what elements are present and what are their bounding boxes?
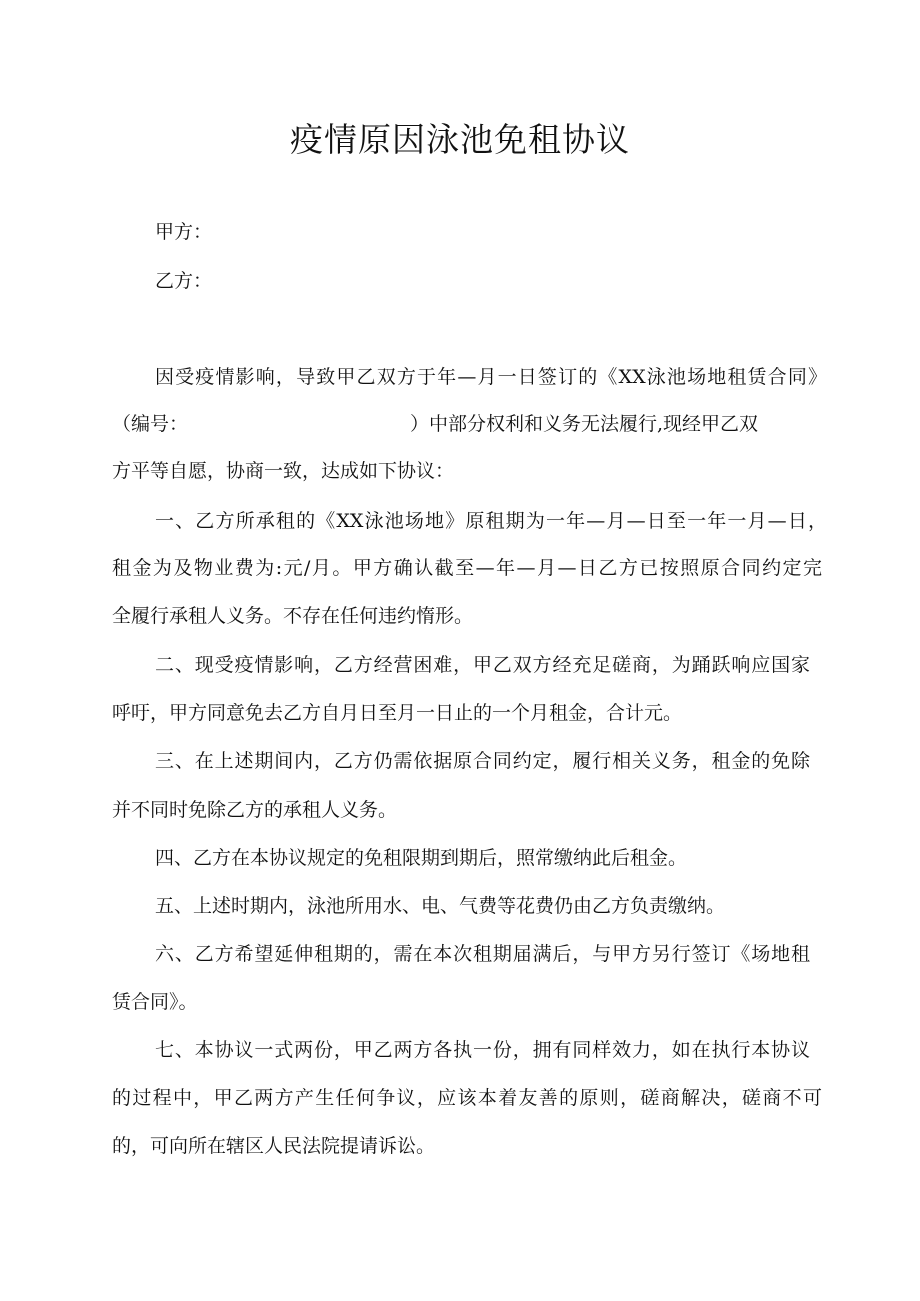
intro-line-3: 方平等自愿，协商一致，达成如下协议： [112, 460, 455, 482]
intro-line-2-text: ）中部分权利和义务无法履行,现经甲乙双 [410, 413, 759, 435]
document-title: 疫情原因泳池免租协议 [290, 120, 630, 159]
clause-2-line-2: 呼吁，甲方同意免去乙方自月日至月一日止的一个月租金，合计元。 [112, 702, 683, 724]
party-b-label: 乙方： [155, 270, 213, 292]
clause-6-line-2: 赁合同》。 [112, 991, 198, 1013]
clause-1-line-2: 租金为及物业费为:元/月。甲方确认截至—年—月—日乙方已按照原合同约定完 [112, 557, 822, 579]
intro-line-2 [112, 409, 758, 439]
clause-6-line-1: 六、乙方希望延伸租期的，需在本次租期届满后，与甲方另行签订《场地租 [155, 943, 810, 965]
clause-2-line-1: 二、现受疫情影响，乙方经营困难，甲乙双方经充足磋商，为踊跃响应国家 [155, 654, 810, 676]
clause-3-line-2: 并不同时免除乙方的承租人义务。 [112, 799, 398, 821]
contract-number-label: （编号： [112, 413, 189, 435]
party-a-label: 甲方： [155, 221, 213, 243]
clause-7-line-3: 的，可向所在辖区人民法院提请诉讼。 [112, 1135, 436, 1157]
intro-line-1: 因受疫情影响，导致甲乙双方于年—月一日签订的《XX泳池场地租赁合同》 [155, 366, 827, 388]
clause-7-line-2: 的过程中，甲乙两方产生任何争议，应该本着友善的原则，磋商解决，磋商不可 [112, 1087, 822, 1109]
clause-1-line-1: 一、乙方所承租的《XX泳池场地》原租期为一年—月—日至一年一月—日， [155, 510, 827, 532]
clause-4-line-1: 四、乙方在本协议规定的免租限期到期后，照常缴纳此后租金。 [155, 847, 688, 869]
clause-5-line-1: 五、上述时期内，泳池所用水、电、气费等花费仍由乙方负责缴纳。 [155, 895, 726, 917]
clause-3-line-1: 三、在上述期间内，乙方仍需依据原合同约定，履行相关义务，租金的免除 [155, 750, 810, 772]
clause-7-line-1: 七、本协议一式两份，甲乙两方各执一份，拥有同样效力，如在执行本协议 [155, 1039, 810, 1061]
clause-1-line-3: 全履行承租人义务。不存在任何违约惰形。 [112, 605, 474, 627]
